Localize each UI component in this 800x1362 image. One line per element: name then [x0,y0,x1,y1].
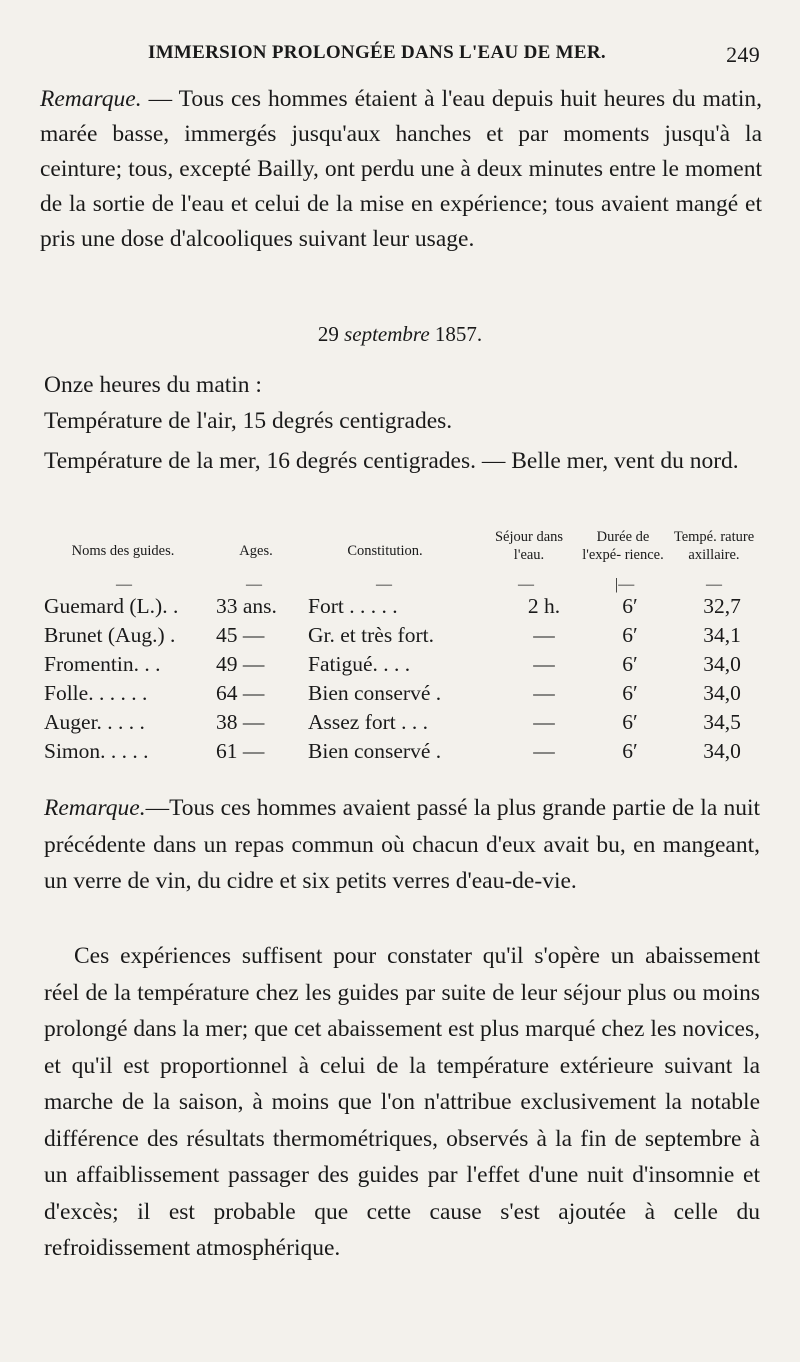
header-sejour: Séjour dans l'eau. [494,529,564,563]
remark-paragraph-1 [40,82,762,257]
time-of-day: Onze heures du matin : [44,372,262,398]
header-name: Noms des guides. [71,543,175,559]
cell-sejour: — [533,652,555,676]
cell-temperature: 34,0 [703,652,741,676]
cell-age: 49 — [216,652,265,676]
cell-constitution: Assez fort . . . [308,710,429,734]
cell-name: Simon. . . . . [44,739,149,763]
cell-duree: 6′ [622,739,638,763]
cell-constitution: Bien conservé . [308,739,442,763]
cell-temperature: 34,0 [703,681,741,705]
cell-constitution: Fort . . . . . [308,594,398,618]
cell-age: 64 — [216,681,265,705]
cell-constitution: Fatigué. . . . [308,652,411,676]
cell-sejour: — [533,710,555,734]
remark-label: Remarque. [44,795,146,821]
cell-duree: 6′ [622,594,638,618]
remark-label: Remarque. [40,86,142,112]
table-row [44,623,760,651]
cell-sejour: — [533,681,555,705]
cell-age: 33 ans. [216,594,277,618]
page-number: 249 [726,42,760,67]
table-row [44,594,760,622]
header-age: Ages. [239,543,273,559]
header-temperature: Tempé. rature axillaire. [673,529,755,563]
header-rule: — — — — |— — [116,576,722,593]
cell-duree: 6′ [622,623,638,647]
running-header [148,42,760,72]
date-month: septembre [344,322,430,346]
cell-duree: 6′ [622,681,638,705]
table-row [44,681,760,709]
header-constitution: Constitution. [347,543,423,559]
conclusion-paragraph: Ces expériences suffisent pour constater qu'il s'opère un abaissement réel de la température chez les guides par suite de leur séjour plus ou moins prolongé dans la mer; que cet abaissement est plus marqué chez les novices, et qu'il est proportionnel à celui de la température extérieure suivant la marche de la saison, à moins que l'on n'attribue exclusivement la notable différence des résultats thermométriques, observés à la fin de septembre à un affaiblissement passager des guides par l'effet d'une nuit d'insomnie et d'excès; il est probable que cette cause s'est ajoutée à celle du refroidissement atmosphérique. [44,943,760,1261]
cell-sejour: — [533,739,555,763]
cell-temperature: 34,0 [703,739,741,763]
table-row [44,739,760,767]
date-day: 29 [317,322,339,346]
table-row [44,710,760,738]
experiment-date [0,322,800,347]
remark-text: —Tous ces hommes avaient passé la plus grande partie de la nuit précédente dans un repas commun où chacun d'eux avait bu, en mangeant, un verre de vin, du cidre et six petits verres d'eau-de-vie. [44,795,760,894]
cell-age: 61 — [216,739,265,763]
cell-name: Guemard (L.). . [44,594,179,618]
cell-constitution: Gr. et très fort. [308,623,434,647]
cell-name: Fromentin. . . [44,652,161,676]
cell-sejour: — [533,623,555,647]
cell-temperature: 34,5 [703,710,741,734]
sea-temperature: Température de la mer, 16 degrés centigrades. — Belle mer, vent du nord. [44,448,739,474]
cell-name: Folle. . . . . . [44,681,148,705]
date-year: 1857. [434,322,483,346]
cell-name: Brunet (Aug.) . [44,623,176,647]
remark-text: — Tous ces hommes étaient à l'eau depuis huit heures du matin, marée basse, immergés jusqu'aux hanches et par moments jusqu'à la ceinture; tous, excepté Bailly, ont perdu une à deux minutes entre le moment de la sortie de l'eau et celui de la mise en expérience; tous avaient mangé et pris une dose d'alcooliques suivant leur usage. [40,86,762,252]
cell-constitution: Bien conservé . [308,681,442,705]
cell-duree: 6′ [622,710,638,734]
cell-duree: 6′ [622,652,638,676]
remark-paragraph-2 [44,790,760,900]
cell-name: Auger. . . . . [44,710,145,734]
table-row [44,652,760,680]
running-title: IMMERSION PROLONGÉE DANS L'EAU DE MER. [148,42,606,63]
cell-temperature: 32,7 [703,594,741,618]
header-duree: Durée de l'expé- rience. [582,529,664,563]
cell-age: 38 — [216,710,265,734]
cell-age: 45 — [216,623,265,647]
cell-temperature: 34,1 [703,623,741,647]
air-temperature: Température de l'air, 15 degrés centigrades. [44,408,453,434]
cell-sejour: 2 h. [527,594,561,618]
